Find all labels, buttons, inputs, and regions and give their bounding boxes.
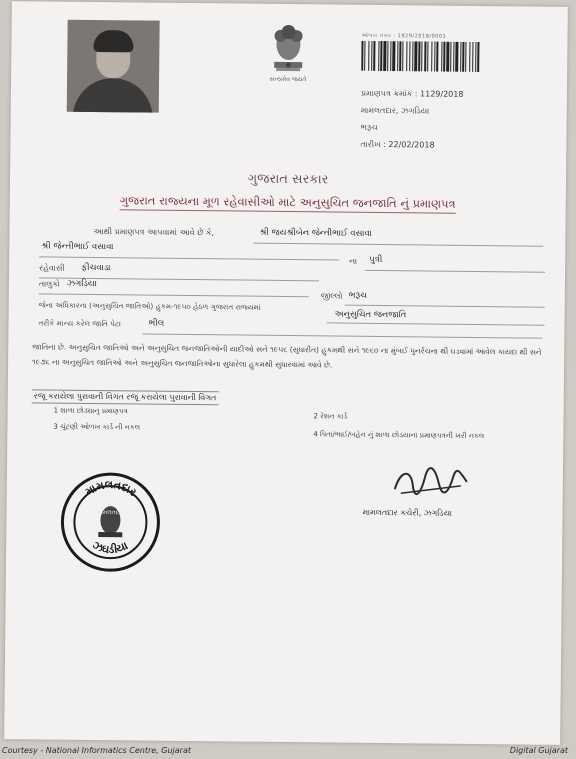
header-meta	[360, 85, 463, 154]
district: ભરૂચ	[360, 122, 378, 132]
parent-name: શ્રી જેન્તીભાઈ વસાવા	[41, 241, 114, 253]
certificate-no-label: પ્રમાણપત્ર ક્રમાંક :	[360, 88, 418, 99]
emblem-caption: સત્યમેવ જયતે	[269, 75, 307, 84]
seal-top-text: મામલતદાર	[83, 478, 139, 499]
barcode-number: ઓળખ નંબર : 1929/2018/0001	[361, 32, 447, 40]
svg-text:ઝઘડીયા	[90, 538, 130, 556]
evidence-item: 3 ચૂંટણી ઓળખ કાર્ડ ની નકલ	[53, 422, 141, 432]
relation: પુત્રી	[369, 254, 383, 266]
line	[365, 270, 545, 273]
certificate-title: ગુજરાત રાજ્યના મૂળ રહેવાસીઓ માટે અનુસુચિત જનજાતિ નું પ્રમાણપત્ર	[120, 193, 456, 214]
svg-text:મામલતદાર	[83, 478, 139, 500]
evidence-item: 1 શાળા છોડ્યાનુ પ્રમાણપત્ર	[53, 406, 128, 416]
date-label: તારીખ :	[360, 139, 386, 150]
taluka-label: તાલુકો	[38, 279, 60, 289]
district-field: ભરૂચ	[348, 290, 367, 301]
footer-brand: Digital Gujarat	[509, 746, 568, 755]
line	[39, 256, 339, 260]
legal-paragraph: જાતિના છે. અનુસુચિત જાતિઓ અને અનુસુચિત જનજાતિઓની યાદીઓ સને ૧૯૫૬ (સુધારીત) હુકમથી સને ૧૯૬૦ ના મુંબઈ પુનર્રચના થી ઘડવામાં આવેલ કાયદા થી સને ૧૯૭૬ ના અનુસુચિત જાતિઓ અને અનુસુચિત જનજાતિઓના સુધારેલા હુકમથી સુધારવામાં આવે છે.	[32, 342, 542, 370]
applicant-name: શ્રી જયશ્રીબેન જેન્તીભાઈ વસાવા	[259, 227, 372, 239]
relation-label: ના	[349, 256, 358, 266]
evidence-item: 4 પિતા/ભાઈ/બહેન નું શાળા છોડયાનાં પ્રમાણપત્રની ખરી નકલ	[313, 430, 485, 441]
district-label: જીલ્લો	[320, 291, 343, 301]
sub-caste: ભીલ	[148, 318, 165, 329]
village: ફીચવાડા	[81, 262, 111, 274]
recognized-label: તરીકે માન્ય કરેલ જાતિ પેટા	[38, 318, 121, 329]
order-text: જેના અધિકારના (અનુસુચિત જાતિઓ) હુકમ-૧૯૫૦ હેઠળ ગુજરાત રાજ્યમાં	[38, 300, 261, 312]
line	[39, 293, 309, 297]
seal-bottom-text: ઝઘડીયા	[90, 538, 130, 557]
official-seal	[58, 470, 163, 575]
national-emblem-icon	[266, 22, 311, 78]
line	[345, 305, 545, 308]
intro-label: આથી પ્રમાણપત્ર આપવામાં આવે છે કે,	[93, 226, 215, 238]
certificate-sheet	[4, 1, 568, 745]
line	[327, 322, 545, 325]
barcode	[361, 41, 479, 72]
evidence-item: 2 રેશન કાર્ડ	[313, 412, 348, 421]
seal-center-text: મામલતદાર	[97, 509, 124, 517]
evidence-heading: રજૂ કરાયેલા પુરાવાની વિગત રજૂ કરાયેલા પુરાવાની વિગત	[32, 389, 219, 405]
applicant-photo	[67, 20, 160, 113]
officer-signature	[391, 463, 471, 500]
line	[142, 333, 542, 338]
certificate-no: 1129/2018	[420, 89, 464, 99]
resident-label: રહેવાસી	[39, 263, 65, 273]
caste-category: અનુસુચિત જનજાતિ	[334, 309, 407, 321]
footer-courtesy: Courtesy - National Informatics Centre, Gujarat	[2, 746, 191, 755]
office: મામલતદાર, ઝગડિયા	[360, 105, 430, 116]
taluka: ઝગડિયા	[66, 278, 97, 290]
officer-office: મામલતદાર કચેરી, ઝગડિયા	[362, 507, 453, 518]
issue-date: 22/02/2018	[388, 140, 435, 150]
line	[253, 243, 543, 247]
government-heading: ગુજરાત સરકાર	[247, 171, 329, 188]
